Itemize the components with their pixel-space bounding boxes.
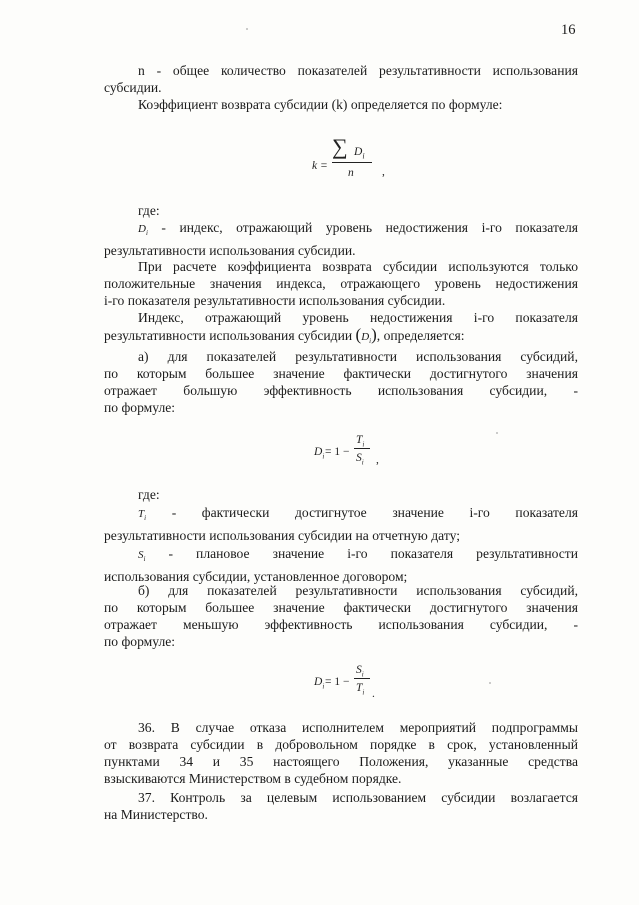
di-paren-symbol: $(D_i)$ (355, 325, 377, 346)
text-line: 36. В случае отказа исполнителем мероприятий подпрограммы (138, 720, 578, 735)
di-symbol: $D_i$ (138, 223, 148, 238)
formula-lhs: $D_i$ (314, 676, 325, 691)
formula-denominator: $S_i$ (356, 452, 364, 467)
si-symbol: $S_i$ (138, 549, 146, 564)
text-line: Индекс, отражающий уровень недостижения i-го показателя (138, 310, 578, 325)
fraction-line (354, 448, 370, 449)
formula-eq: = 1 − (325, 446, 350, 458)
formula-tail: , (382, 166, 385, 178)
text-line: 37. Контроль за целевым использованием субсидии возлагается (138, 790, 578, 805)
text-line: i-го показателя результативности использования субсидии. (104, 293, 446, 308)
item-a (104, 348, 578, 416)
text-line: по которым большее значение фактически достигнутого значения (104, 366, 578, 381)
formula-numerator: $S_i$ (356, 664, 364, 679)
formula-lhs: $D_i$ (314, 446, 325, 461)
scan-speck (496, 432, 498, 434)
text-line: результативности использования субсидии на отчетную дату; (104, 528, 460, 544)
text-line: отражает меньшую эффективность использования субсидии, - (104, 617, 578, 632)
formula-denominator: n (348, 167, 354, 179)
text-line: а) для показателей результативности использования субсидий, (138, 349, 578, 364)
sum-symbol: ∑ (332, 134, 348, 159)
formula-numerator: $D_i$ (354, 146, 365, 161)
formula-k (312, 134, 392, 188)
formula-eq: = 1 − (325, 676, 350, 688)
index-paragraph (104, 309, 578, 350)
k-intro (104, 96, 578, 113)
text-line: положительные значения индекса, отражающего уровень недостижения (104, 276, 578, 291)
gde-2: где: (138, 487, 160, 502)
text-line: При расчете коэффициента возврата субсидии используются только (138, 259, 578, 274)
text-line: отражает большую эффективность использования субсидии, - (104, 383, 578, 398)
text-line: по которым большее значение фактически достигнутого значения (104, 600, 578, 615)
formula-lhs: k = (312, 160, 328, 172)
formula-denominator: $T_i$ (356, 682, 365, 697)
fraction-line (332, 162, 372, 163)
text-line: , определяется: (376, 328, 465, 343)
fraction-line (354, 678, 370, 679)
ti-definition (104, 504, 578, 544)
text-line: результативности использования субсидии (104, 328, 353, 343)
text-line: - индекс, отражающий уровень недостижения i-го показателя (161, 220, 578, 235)
formula-tail: , (376, 454, 379, 466)
item-b (104, 582, 578, 650)
text-line: от возврата субсидии в добровольном порядке в срок, установленный (104, 737, 578, 752)
text-line: взыскиваются Министерством в судебном порядке. (104, 771, 402, 786)
text-line: - фактически достигнутое значение i-го показателя (171, 505, 578, 520)
scan-speck (489, 682, 491, 684)
text-line: по формуле: (104, 634, 176, 649)
text-line: n - общее количество показателей результативности использования (138, 63, 578, 78)
calc-paragraph (104, 258, 578, 309)
paragraph-36 (104, 719, 578, 787)
formula-numerator: $T_i$ (356, 434, 365, 449)
text-line: результативности использования субсидии. (104, 243, 356, 259)
formula-tail: . (372, 688, 375, 700)
scan-speck (246, 28, 248, 30)
page-number: 16 (561, 22, 576, 38)
formula-a (314, 432, 394, 476)
text-line: - плановое значение i-го показателя результативности (168, 546, 578, 561)
text-line: по формуле: (104, 400, 176, 415)
di-definition (104, 219, 578, 259)
paragraph-37 (104, 789, 578, 823)
ti-symbol: $T_i$ (138, 508, 147, 523)
text-line: пунктами 34 и 35 настоящего Положения, указанные средства (104, 754, 578, 769)
gde-1: где: (138, 203, 160, 218)
n-definition (104, 62, 578, 96)
text-line: субсидии. (104, 80, 162, 95)
si-definition (104, 545, 578, 585)
formula-b (314, 662, 394, 706)
text-line: Коэффициент возврата субсидии (k) определяется по формуле: (138, 97, 503, 112)
text-line: использования субсидии, установленное договором; (104, 569, 408, 585)
text-line: б) для показателей результативности использования субсидий, (138, 583, 578, 598)
text-line: на Министерство. (104, 807, 208, 822)
